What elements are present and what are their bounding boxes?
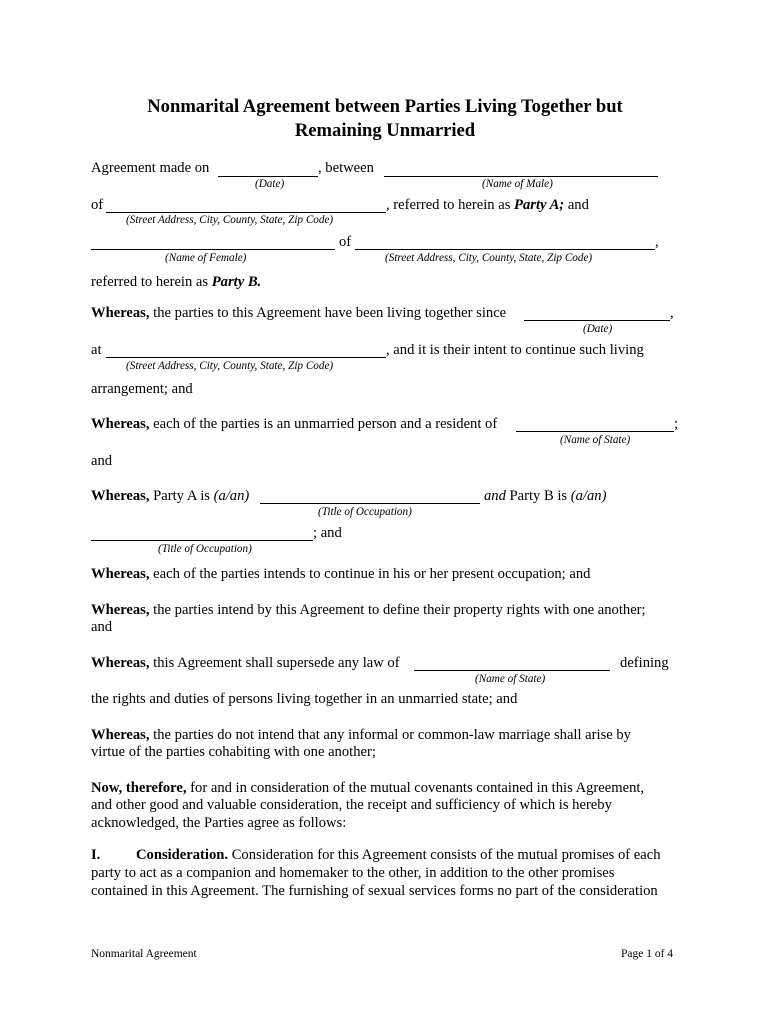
male-name-caption: (Name of Male) (482, 178, 553, 190)
comma: , (655, 234, 659, 250)
since-date-caption: (Date) (583, 323, 613, 335)
party-b-occupation-blank[interactable] (91, 540, 313, 541)
resident-state-blank[interactable] (516, 431, 674, 432)
between-label: , between (318, 160, 374, 176)
document-title-line-1: Nonmarital Agreement between Parties Living Together but (147, 96, 623, 117)
now-therefore-line-3: acknowledged, the Parties agree as follows: (91, 815, 347, 831)
resident-state-caption: (Name of State) (560, 434, 631, 446)
address-caption: (Street Address, City, County, State, Zip Code) (126, 214, 334, 226)
whereas-no-marriage: Whereas, the parties do not intend that any informal or common-law marriage shall arise by (91, 727, 631, 743)
section-1-number: I. (91, 847, 101, 863)
footer-page-number: Page 1 of 4 (621, 948, 674, 960)
continue-living-text: , and it is their intent to continue such living (386, 342, 644, 358)
supersede-state-blank[interactable] (414, 670, 610, 671)
whereas-continue-occupation: Whereas, each of the parties intends to continue in his or her present occupation; and (91, 566, 591, 582)
comma-2: , (670, 305, 674, 321)
referred-party-b: referred to herein as Party B. (91, 274, 262, 290)
since-date-blank[interactable] (524, 320, 670, 321)
of-label-2: of (339, 234, 352, 250)
party-b-address-blank[interactable] (355, 249, 655, 250)
occupation-caption: (Title of Occupation) (318, 506, 412, 518)
whereas-supersede: Whereas, this Agreement shall supersede any law of (91, 655, 400, 671)
address-caption-2: (Street Address, City, County, State, Zip Code) (385, 252, 593, 264)
whereas-resident: Whereas, each of the parties is an unmarried person and a resident of (91, 416, 498, 432)
referred-label: , referred to herein as Party A; and (386, 197, 589, 213)
and-text: and (91, 453, 113, 469)
at-label: at (91, 342, 102, 358)
date-caption: (Date) (255, 178, 285, 190)
semicolon: ; (674, 416, 679, 432)
whereas-occupation: Whereas, Party A is (a/an) (91, 488, 250, 504)
of-label: of (91, 197, 104, 213)
party-b-occupation-text: and Party B is (a/an) (484, 488, 607, 504)
occupation-caption-2: (Title of Occupation) (158, 543, 252, 555)
and-text-2: and (91, 619, 113, 635)
now-therefore-line-2: and other good and valuable consideration, the receipt and sufficiency of which is hereby (91, 797, 612, 813)
female-name-blank[interactable] (91, 249, 335, 250)
section-1-line-3: contained in this Agreement. The furnishing of sexual services forms no part of the consideration (91, 883, 658, 899)
section-1-line-2: party to act as a companion and homemaker to the other, in addition to the other promises (91, 865, 615, 881)
female-name-caption: (Name of Female) (165, 252, 247, 264)
party-a-address-blank[interactable] (106, 212, 386, 213)
date-blank[interactable] (218, 176, 318, 177)
residence-address-blank[interactable] (106, 357, 386, 358)
supersede-state-caption: (Name of State) (475, 673, 546, 685)
whereas-property-rights: Whereas, the parties intend by this Agreement to define their property rights with one another; (91, 602, 646, 618)
party-a-term: Party A; (514, 197, 565, 213)
arrangement-text: arrangement; and (91, 381, 193, 397)
defining-text: defining (620, 655, 669, 671)
whereas-cohabiting: Whereas, the parties to this Agreement have been living together since (91, 305, 507, 321)
male-name-blank[interactable] (384, 176, 658, 177)
party-a-occupation-blank[interactable] (260, 503, 480, 504)
footer-document-name: Nonmarital Agreement (91, 948, 197, 960)
now-therefore: Now, therefore, for and in consideration of the mutual covenants contained in this Agreement, (91, 780, 645, 796)
semicolon-and: ; and (313, 525, 342, 541)
rights-duties-text: the rights and duties of persons living together in an unmarried state; and (91, 691, 518, 707)
virtue-text: virtue of the parties cohabiting with one another; (91, 744, 376, 760)
party-b-term: Party B. (211, 274, 262, 290)
section-1-heading: Consideration. Consideration for this Agreement consists of the mutual promises of each (136, 847, 661, 863)
residence-address-caption: (Street Address, City, County, State, Zip Code) (126, 360, 334, 372)
document-title-line-2: Remaining Unmarried (294, 120, 476, 141)
agreement-made-on-label: Agreement made on (91, 160, 210, 176)
